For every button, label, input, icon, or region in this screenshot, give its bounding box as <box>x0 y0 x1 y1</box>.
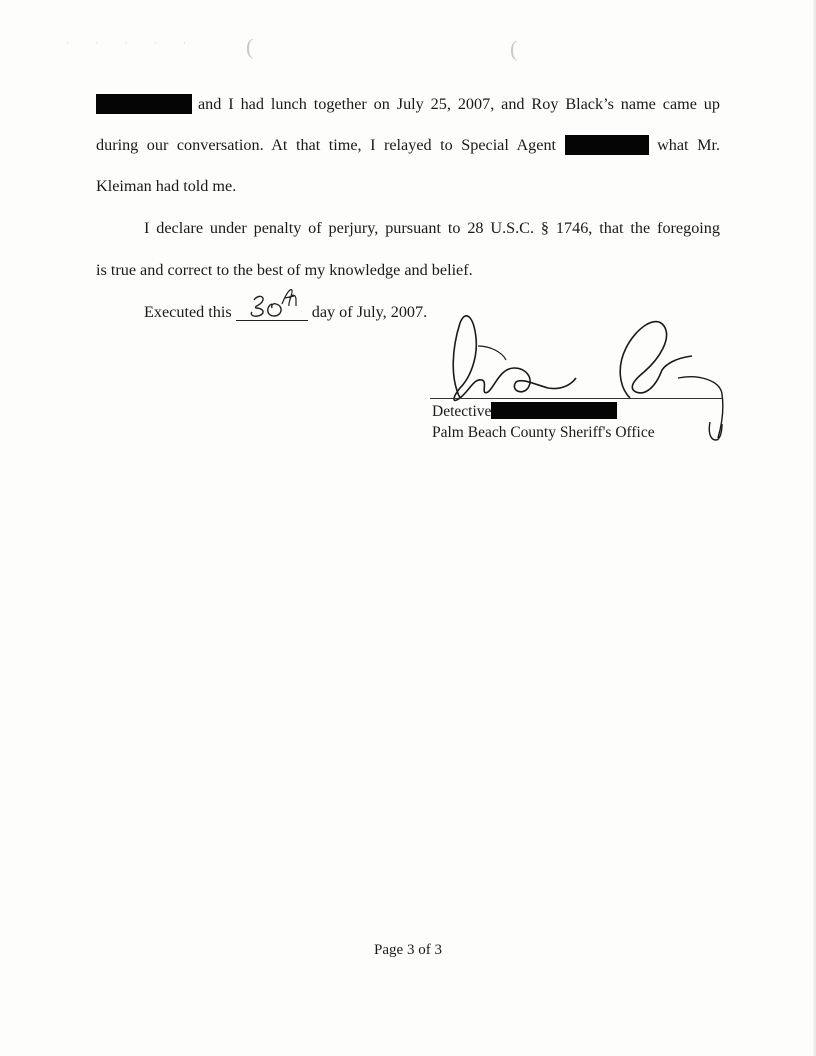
scan-bracket-mark-left: ( <box>246 34 254 59</box>
executed-date-blank <box>236 302 308 321</box>
signature-line <box>430 398 722 399</box>
executed-prefix: Executed this <box>144 303 232 321</box>
body-line-2 <box>96 135 720 155</box>
body-line-3: Kleiman had told me. <box>96 177 237 195</box>
body-line-1 <box>96 94 720 114</box>
declaration-line-2: is true and correct to the best of my knowledge and belief. <box>96 261 473 279</box>
redaction-bar-signer-name <box>491 402 617 419</box>
body-line-1-text: and I had lunch together on July 25, 2007, and Roy Black’s name came up <box>198 95 720 113</box>
scan-bracket-mark-right: ( <box>510 36 518 61</box>
redaction-bar <box>96 94 192 114</box>
body-line-2-end: what Mr. <box>657 136 721 154</box>
handwritten-day <box>236 284 308 318</box>
signature-block <box>432 401 655 443</box>
redaction-bar-agent-name <box>565 135 649 155</box>
declaration-line-1: I declare under penalty of perjury, pursuant to 28 U.S.C. § 1746, that the foregoing <box>144 219 720 237</box>
scan-speckles: · · · · · <box>66 38 198 48</box>
signer-office: Palm Beach County Sheriff's Office <box>432 424 655 441</box>
page-number: Page 3 of 3 <box>374 942 442 958</box>
signer-title-row <box>432 401 655 422</box>
executed-suffix: day of July, 2007. <box>311 303 428 321</box>
signer-title: Detective <box>432 403 492 420</box>
body-line-2-start: during our conversation. At that time, I relayed to Special Agent <box>96 136 557 154</box>
